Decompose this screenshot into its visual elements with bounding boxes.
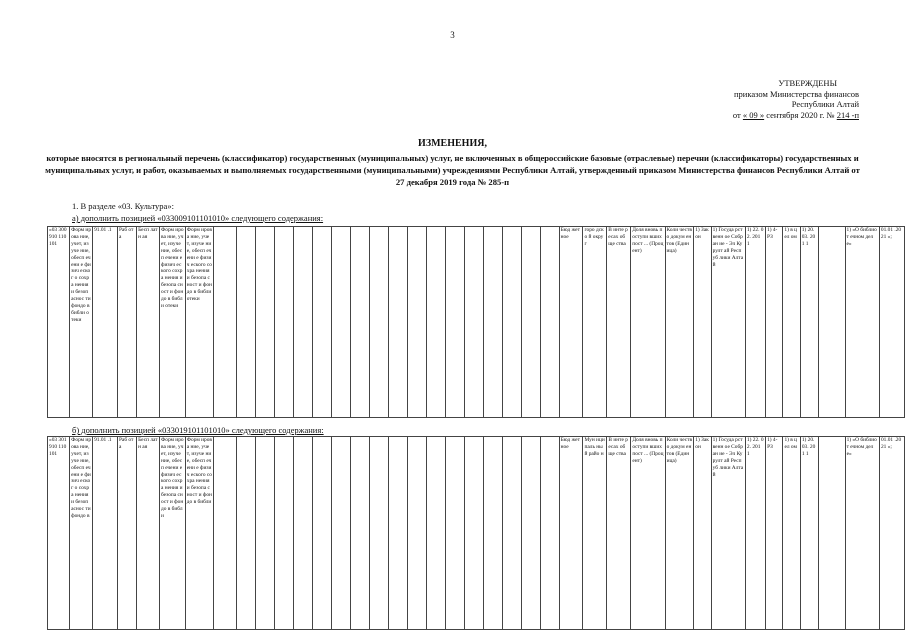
table-cell xyxy=(445,437,464,630)
table-cell xyxy=(214,437,237,630)
table-cell: 1) 4- РЗ xyxy=(766,227,783,418)
table-cell: 1) «О библиот ечном деле» xyxy=(845,437,879,630)
table-cell xyxy=(502,437,521,630)
table-cell: 1) Госуда рственн ое Собран ие - Эл Курулт ай Респуб лики Алтай xyxy=(711,227,745,418)
table-cell: 1) Зак он xyxy=(694,227,711,418)
table-cell: 91.01 .1 xyxy=(93,227,118,418)
table-cell: Доля вновь поступи вших пост ... (Процент) xyxy=(631,437,665,630)
table-cell xyxy=(388,227,407,418)
table-cell xyxy=(819,227,845,418)
table-cell: Бюд жет ное xyxy=(559,227,583,418)
table-cell: Форм ирова ние, учет, изуче ние, обесп ечени е физич еског о сохра нения и безоп аснос ти фондо в xyxy=(70,437,93,630)
table-cell: Форм ирова ние, учет, изуче ние, обесп ечени е физич еского сохра нения и безопа сност и фондо в библи отеки xyxy=(185,227,214,418)
table-cell: 01.01 .2021 »; xyxy=(879,437,904,630)
table-cell xyxy=(464,437,483,630)
approval-date-rest: сентября 2020 г. № xyxy=(766,109,835,120)
approval-stamp xyxy=(733,78,859,120)
registry-table-b xyxy=(47,436,905,630)
approval-line-1: приказом Министерства финансов xyxy=(734,88,859,99)
table-cell xyxy=(369,227,388,418)
table-cell: 1) 20. 03. 201 1 xyxy=(800,437,818,630)
table-cell: 01.01 .2021 »; xyxy=(879,227,904,418)
table-cell: Форм ирова ние, учет, изуче ние, обесп ечени е физич еског о сохра нения и безоп аснос ти фондо в библи отеки xyxy=(70,227,93,418)
table-cell: 1) в цел ом xyxy=(783,437,800,630)
table-cell xyxy=(275,437,294,630)
table-cell xyxy=(407,437,426,630)
table-cell: 1) 22. 02. 201 1 xyxy=(745,227,765,418)
table-cell xyxy=(294,227,313,418)
table-cell xyxy=(819,437,845,630)
table-cell xyxy=(521,227,540,418)
table-cell xyxy=(445,227,464,418)
registry-table-a xyxy=(47,226,905,418)
table-cell: 1) в цел ом xyxy=(783,227,800,418)
table-cell xyxy=(214,227,237,418)
table-cell: В инте ресах обще ства xyxy=(607,437,631,630)
table-cell xyxy=(483,227,502,418)
table-cell: Доля вновь поступи вших пост ... (Процент) xyxy=(631,227,665,418)
table-cell xyxy=(407,227,426,418)
table-cell: 1) «О библиот ечном деле» xyxy=(845,227,879,418)
table-cell: Форм ирова ние, учет, изуче ние, обесп ечени е физич еского сохра нения и безопа сност и фондо в библи отеки xyxy=(159,227,185,418)
table-cell xyxy=(312,227,331,418)
table-row xyxy=(48,437,905,630)
approval-date-line xyxy=(733,110,859,121)
subsection-a-text: а) дополнить позицией «033009101101010» следующего содержания: xyxy=(72,213,324,223)
subsection-a-heading xyxy=(72,213,323,223)
table-cell: Бюд жет ное xyxy=(559,437,583,630)
table-cell: «03 300 910 110 101 xyxy=(48,227,70,418)
table-cell: 91.01 .1 xyxy=(93,437,118,630)
table-cell: В инте ресах обще ства xyxy=(607,227,631,418)
subsection-b-text: б) дополнить позицией «033019101101010» следующего содержания: xyxy=(72,425,324,435)
table-cell: 1) 22. 02. 201 1 xyxy=(745,437,765,630)
table-cell: Раб ота xyxy=(117,437,136,630)
approval-line-2: Республики Алтай xyxy=(791,99,859,109)
table-cell xyxy=(350,437,369,630)
table-cell xyxy=(331,437,350,630)
table-cell xyxy=(275,227,294,418)
table-cell: 1) 4- РЗ xyxy=(766,437,783,630)
table-cell: Коли честв о докум ентов (Един ица) xyxy=(665,437,694,630)
table-cell: «03 301 910 110 101 xyxy=(48,437,70,630)
table-cell xyxy=(540,227,559,418)
table-cell: Мун ици паль ный райо н xyxy=(583,437,607,630)
table-cell xyxy=(426,437,445,630)
table-cell xyxy=(464,227,483,418)
table-cell: 1) Зак он xyxy=(694,437,711,630)
table-cell: Бесп латн ая xyxy=(137,437,160,630)
table-cell: Бесп латн ая xyxy=(137,227,160,418)
approval-title: УТВЕРЖДЕНЫ xyxy=(778,78,837,88)
table-cell xyxy=(540,437,559,630)
table-cell xyxy=(369,437,388,630)
section-heading: 1. В разделе «03. Культура»: xyxy=(72,201,174,211)
table-cell: горо дско й окру г xyxy=(583,227,607,418)
page-number: 3 xyxy=(450,30,455,40)
table-cell xyxy=(502,227,521,418)
approval-date-day: « 09 » xyxy=(742,109,765,120)
table-cell xyxy=(256,227,275,418)
table-cell: Форм ирова ние, учет, изуче ние, обесп ечени е физич еского сохра нения и безопа сност и фондо в библи xyxy=(185,437,214,630)
document-title: ИЗМЕНЕНИЯ, xyxy=(418,138,487,149)
table-cell xyxy=(350,227,369,418)
table-row xyxy=(48,227,905,418)
table-cell: Форм ирова ние, учет, изуче ние, обесп ечени е физич еского сохра нения и безопа сност и фондо в библи xyxy=(159,437,185,630)
table-cell xyxy=(483,437,502,630)
table-cell xyxy=(331,227,350,418)
table-cell xyxy=(294,437,313,630)
table-cell xyxy=(237,227,256,418)
subsection-b-heading xyxy=(72,425,324,435)
approval-date-prefix: от xyxy=(732,109,741,120)
table-cell xyxy=(388,437,407,630)
table-cell xyxy=(426,227,445,418)
table-cell: 1) Госуда рственн ое Собран ие - Эл Курулт ай Респуб лики Алтай xyxy=(711,437,745,630)
table-cell xyxy=(237,437,256,630)
approval-number: 214 -п xyxy=(836,109,859,120)
table-cell: Раб ота xyxy=(117,227,136,418)
table-cell: Коли честв о докум ентов (Един ица) xyxy=(665,227,694,418)
table-cell xyxy=(312,437,331,630)
table-cell xyxy=(521,437,540,630)
table-cell xyxy=(256,437,275,630)
table-cell: 1) 20. 03. 201 1 xyxy=(800,227,818,418)
document-subtitle: которые вносятся в региональный перечень (классификатор) государственных (муниципальных) услуг, не включенных в общероссийские базовые (отраслевые) перечни (классификаторы) государственных и муниципальных услуг, и работ, оказываемых и выполняемых государственными (муниципальными) учреждениями Республики Алтай, утвержденный приказом Министерства финансов Республики Алтай от 27 декабря 2019 года № 285-п xyxy=(45,153,860,187)
